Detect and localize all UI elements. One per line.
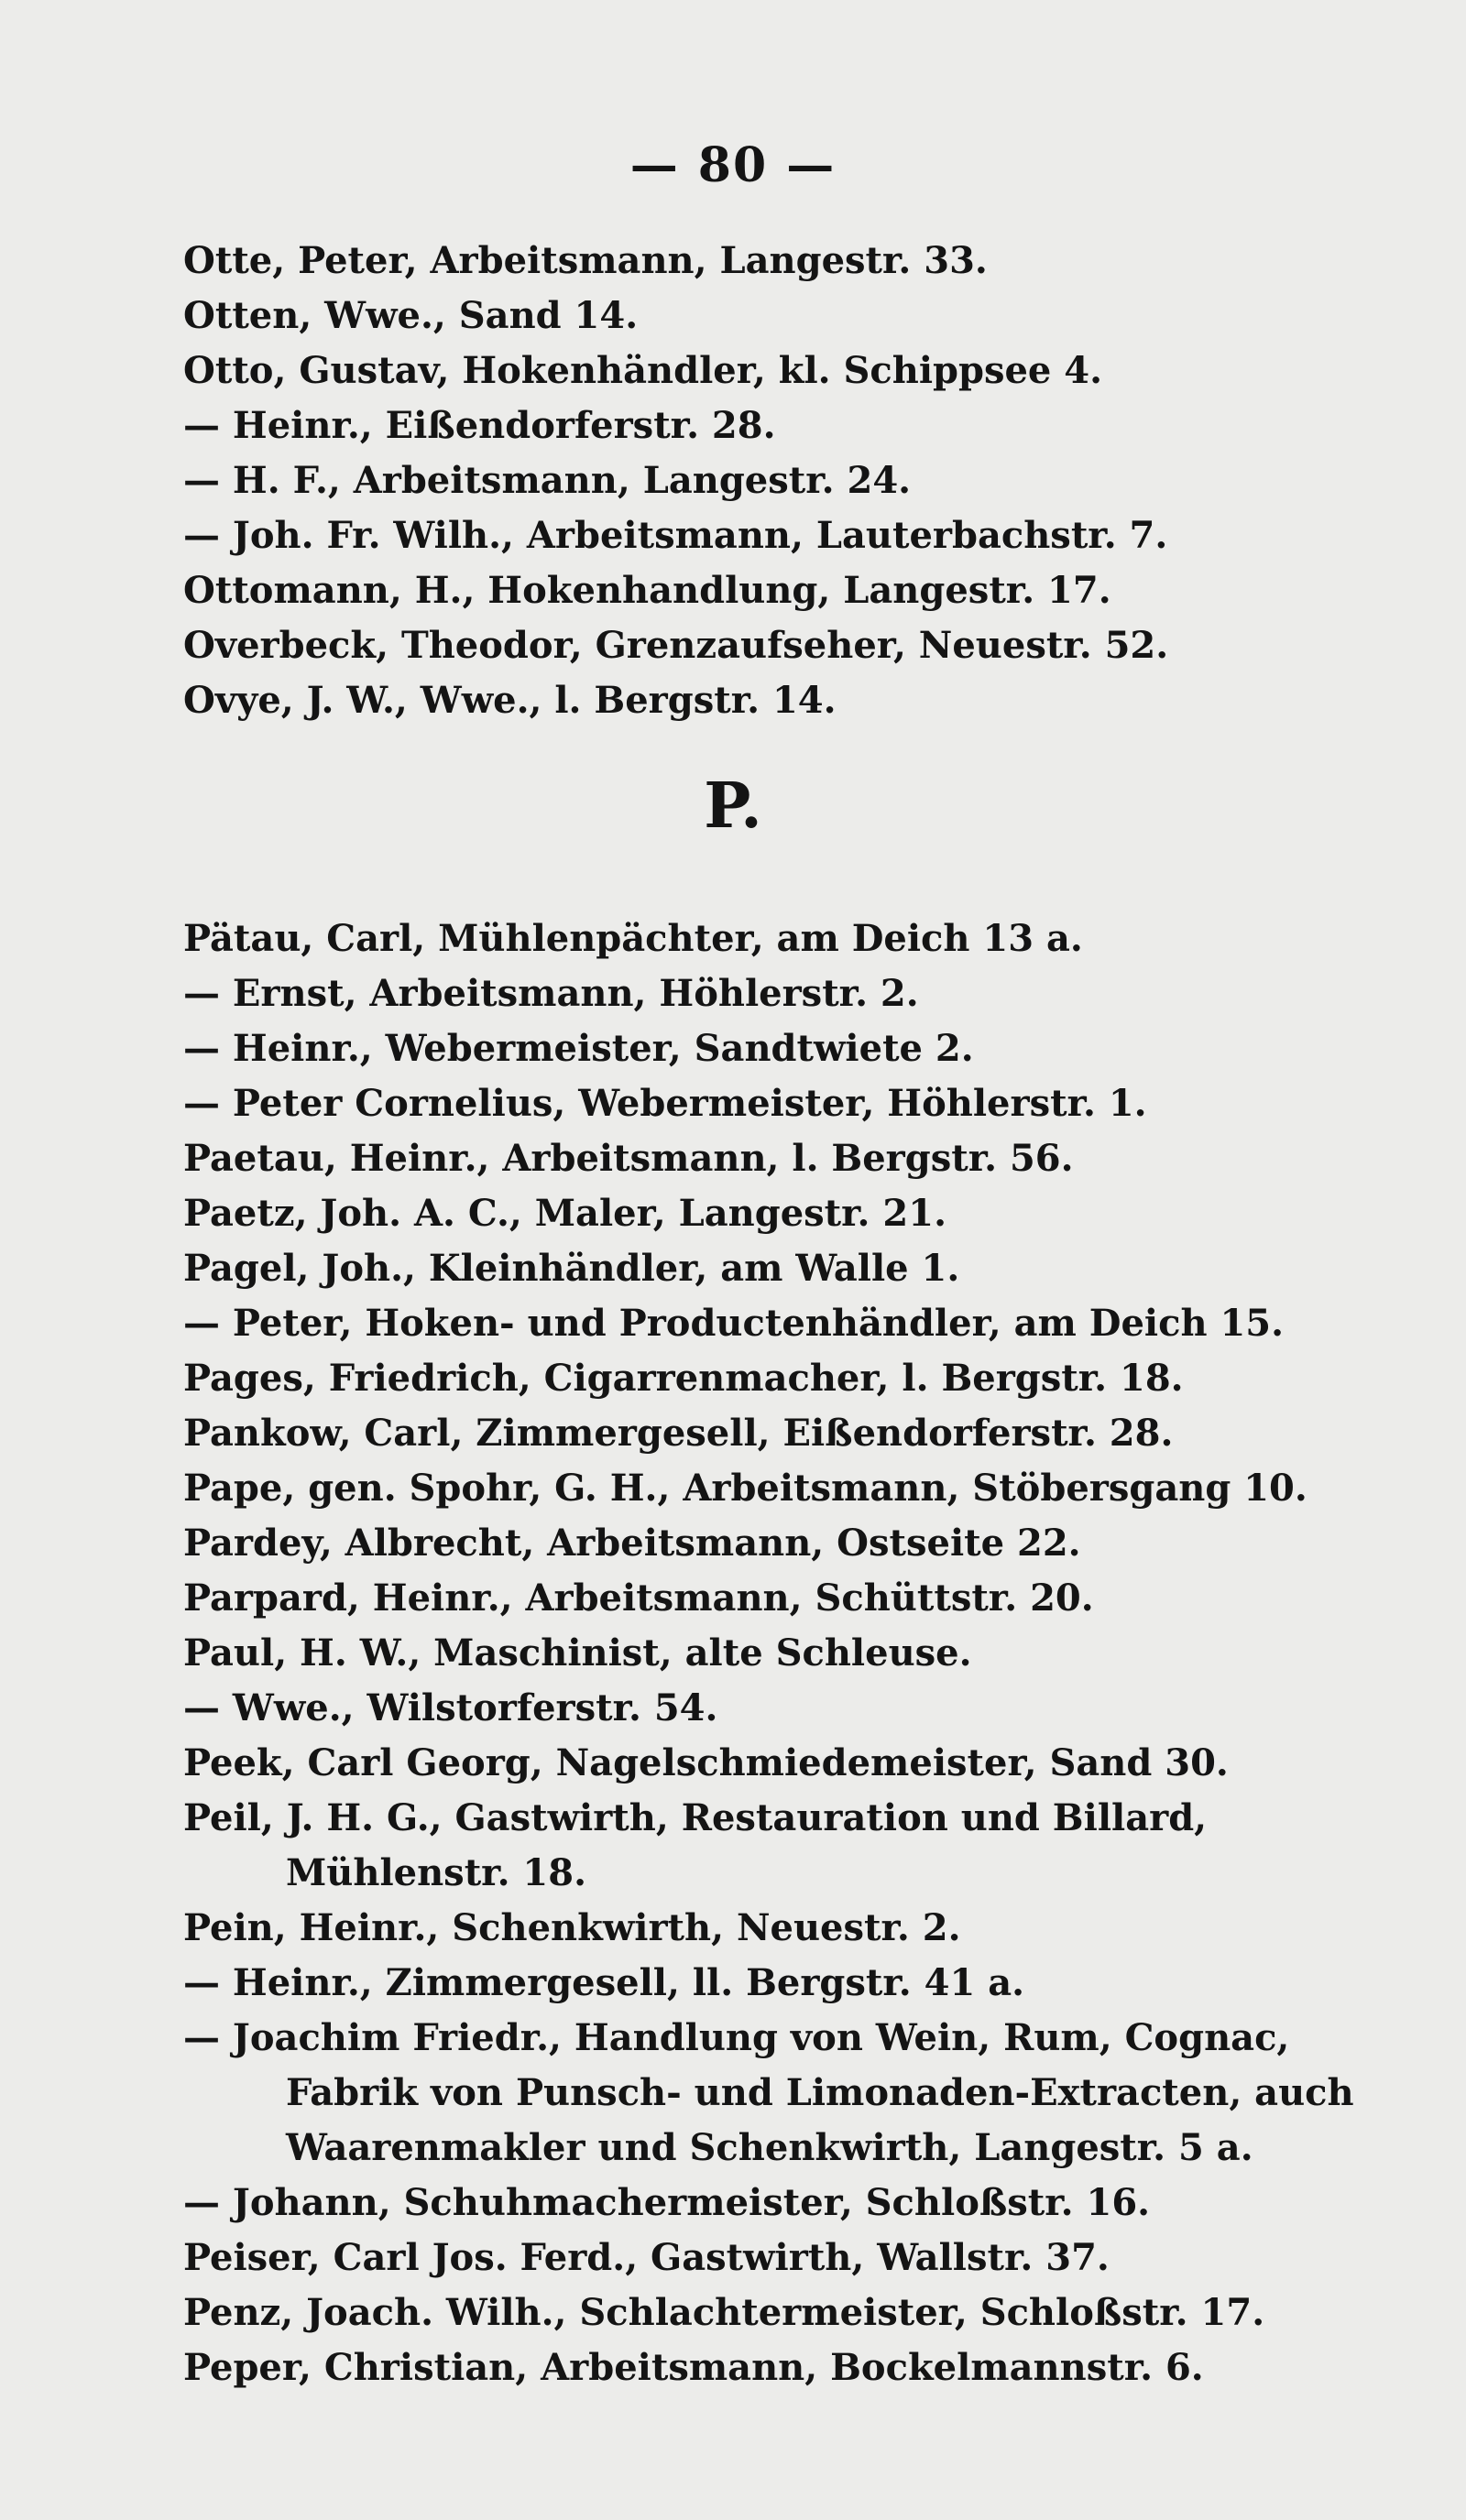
list-item: Pardey, Albrecht, Arbeitsmann, Ostseite 22.: [183, 1522, 1081, 1565]
list-item: Peiser, Carl Jos. Ferd., Gastwirth, Wallstr. 37.: [183, 2236, 1110, 2279]
list-item: — Wwe., Wilstorferstr. 54.: [183, 1686, 718, 1729]
list-item: — Peter, Hoken- und Productenhändler, am Deich 15.: [183, 1302, 1285, 1345]
list-item: Peper, Christian, Arbeitsmann, Bockelmannstr. 6.: [183, 2346, 1204, 2389]
section-p-list: [183, 911, 1393, 2395]
list-item-joachim-continuation: Waarenmakler und Schenkwirth, Langestr. 5 a.: [286, 2126, 1253, 2169]
list-item-peil-continuation: Mühlenstr. 18.: [286, 1851, 587, 1894]
list-item: Otte, Peter, Arbeitsmann, Langestr. 33.: [183, 239, 988, 282]
list-item: Pages, Friedrich, Cigarrenmacher, l. Bergstr. 18.: [183, 1357, 1184, 1400]
list-item: Paetz, Joh. A. C., Maler, Langestr. 21.: [183, 1192, 946, 1235]
list-item-joachim: — Joachim Friedr., Handlung von Wein, Rum, Cognac,: [183, 2016, 1290, 2059]
list-item: Pagel, Joh., Kleinhändler, am Walle 1.: [183, 1247, 960, 1290]
list-item: Pape, gen. Spohr, G. H., Arbeitsmann, Stöbersgang 10.: [183, 1467, 1307, 1510]
list-item: Pätau, Carl, Mühlenpächter, am Deich 13 a.: [183, 917, 1083, 960]
list-item: Paetau, Heinr., Arbeitsmann, l. Bergstr. 56.: [183, 1137, 1074, 1180]
list-item: Ovye, J. W., Wwe., l. Bergstr. 14.: [183, 679, 837, 722]
list-item: Otto, Gustav, Hokenhändler, kl. Schippsee 4.: [183, 349, 1103, 392]
list-item: — Heinr., Eißendorferstr. 28.: [183, 404, 776, 447]
list-item: Pein, Heinr., Schenkwirth, Neuestr. 2.: [183, 1906, 961, 1949]
list-item: Pankow, Carl, Zimmergesell, Eißendorferstr. 28.: [183, 1412, 1174, 1455]
list-item: — Heinr., Webermeister, Sandtwiete 2.: [183, 1027, 974, 1070]
list-item: — Johann, Schuhmachermeister, Schloßstr. 16.: [183, 2181, 1151, 2224]
list-item: — H. F., Arbeitsmann, Langestr. 24.: [183, 459, 912, 502]
list-item: — Heinr., Zimmergesell, ll. Bergstr. 41 a.: [183, 1961, 1025, 2004]
list-item: Overbeck, Theodor, Grenzaufseher, Neuestr. 52.: [183, 624, 1169, 667]
list-item: Otten, Wwe., Sand 14.: [183, 294, 639, 337]
page-number: — 80 —: [629, 137, 837, 193]
list-item: Ottomann, H., Hokenhandlung, Langestr. 17.: [183, 569, 1111, 612]
section-o-list: [183, 234, 1393, 728]
list-item: — Ernst, Arbeitsmann, Höhlerstr. 2.: [183, 972, 919, 1015]
list-item: — Joh. Fr. Wilh., Arbeitsmann, Lauterbachstr. 7.: [183, 514, 1168, 557]
list-item: Paul, H. W., Maschinist, alte Schleuse.: [183, 1631, 972, 1675]
list-item-joachim-continuation: Fabrik von Punsch- und Limonaden-Extracten, auch: [286, 2071, 1354, 2114]
list-item: Penz, Joach. Wilh., Schlachtermeister, Schloßstr. 17.: [183, 2291, 1265, 2334]
list-item: — Peter Cornelius, Webermeister, Höhlerstr. 1.: [183, 1082, 1147, 1125]
list-item: Parpard, Heinr., Arbeitsmann, Schüttstr. 20.: [183, 1576, 1094, 1620]
list-item-peil: Peil, J. H. G., Gastwirth, Restauration und Billard,: [183, 1796, 1208, 1839]
list-item: Peek, Carl Georg, Nagelschmiedemeister, Sand 30.: [183, 1741, 1229, 1784]
section-heading-p: P.: [704, 769, 762, 843]
